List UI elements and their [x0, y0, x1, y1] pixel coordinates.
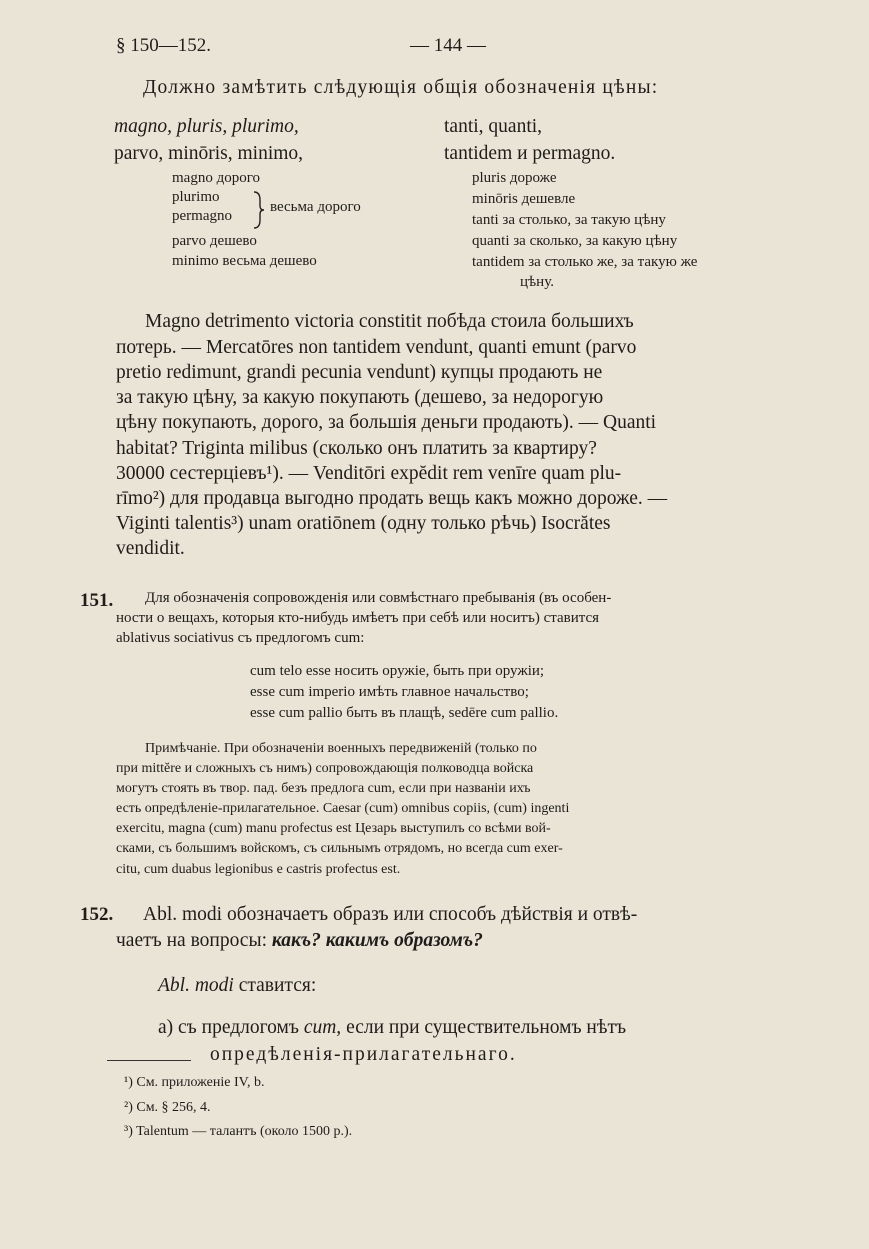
item-a-line-1	[158, 1017, 626, 1039]
section-152-line-2-text: чаетъ на вопросы:	[116, 930, 272, 951]
price-words-left-2: parvo, minōris, minimo,	[114, 143, 304, 164]
section-151-note-4: есть опредѣленіе-прилагательное. Caesar (cum) omnibus copiis, (cum) ingenti	[116, 801, 570, 816]
section-152-line-2	[116, 930, 483, 952]
glossary-left-3: permagno	[172, 208, 232, 224]
section-151-line-3: ablativus sociativus съ предлогомъ cum:	[116, 630, 365, 646]
glossary-right-1: pluris дороже	[472, 170, 557, 186]
example-line-7: 30000 сестерціевъ¹). — Venditōri expĕdit rem venīre quam plu-	[116, 463, 622, 484]
glossary-right-3: tanti за столько, за такую цѣну	[472, 212, 666, 228]
glossary-right-5: tantidem за столько же, за такую же	[472, 254, 698, 270]
example-line-4: за такую цѣну, за какую покупають (дешево, за недорогую	[116, 387, 604, 408]
item-a-cum: cum,	[303, 1017, 342, 1038]
abl-modi-rest: ставится:	[233, 975, 317, 996]
glossary-right-2: minōris дешевле	[472, 191, 576, 207]
footnote-3: ³) Talentum — талантъ (около 1500 р.).	[124, 1124, 353, 1139]
example-line-10: vendidit.	[116, 538, 185, 559]
section-152-number: 152.	[80, 904, 114, 925]
example-line-6: habitat? Triginta milibus (сколько онъ платить за квартиру?	[116, 438, 597, 459]
item-a-rest: если при существительномъ нѣтъ	[341, 1017, 627, 1038]
glossary-left-2: plurimo	[172, 189, 220, 205]
curly-brace-icon	[252, 190, 266, 230]
section-152-line-1: Abl. modi обозначаетъ образъ или способъ дѣйствія и отвѣ-	[143, 904, 638, 925]
price-words-right-1: tanti, quanti,	[444, 116, 543, 137]
example-line-2: потерь. — Mercatōres non tantidem vendunt, quanti emunt (parvo	[116, 337, 637, 358]
section-151-note-2: при mittĕre и сложныхъ съ нимъ) сопровождающія полководца войска	[116, 761, 534, 776]
price-words-right-2: tantidem и permagno.	[444, 143, 616, 164]
glossary-right-4: quanti за сколько, за какую цѣну	[472, 233, 678, 249]
example-line-5: цѣну покупають, дорого, за большія деньги продають). — Quanti	[116, 412, 657, 433]
glossary-left-1: magno дорого	[172, 170, 260, 186]
footnote-rule	[107, 1060, 191, 1061]
section-152-question: какъ? какимъ образомъ?	[271, 930, 483, 951]
example-line-1: Magno detrimento victoria constitit побѣда стоила большихъ	[145, 311, 634, 332]
section-151-note-1: Примѣчаніе. При обозначеніи военныхъ передвиженій (только по	[145, 741, 537, 756]
intro-text: Должно замѣтить слѣдующія общія обозначенія цѣны:	[143, 77, 659, 98]
item-a-prefix: а) съ предлогомъ	[158, 1017, 304, 1038]
page-number: — 144 —	[410, 35, 486, 56]
abl-modi-term: Abl. modi	[158, 975, 234, 996]
abl-modi-heading	[158, 975, 316, 997]
glossary-brace-label: весьма дорого	[270, 199, 361, 215]
section-151-example-1: cum telo esse носить оружіе, быть при оружіи;	[250, 663, 545, 679]
footnote-1: ¹) См. приложеніе IV, b.	[124, 1075, 265, 1090]
example-line-3: pretio redimunt, grandi pecunia vendunt) купцы продають не	[116, 362, 603, 383]
section-151-number: 151.	[80, 590, 114, 611]
section-151-note-3: могутъ стоять въ твор. пад. безъ предлога cum, если при названіи ихъ	[116, 781, 531, 796]
section-151-note-6: сками, съ большимъ войскомъ, съ сильнымъ отрядомъ, но всегда cum exer-	[116, 841, 563, 856]
section-151-example-3: esse cum pallio быть въ плащѣ, sedēre cum pallio.	[250, 705, 559, 721]
footnote-2: ²) См. § 256, 4.	[124, 1100, 211, 1115]
section-151-note-7: citu, cum duabus legionibus e castris profectus est.	[116, 862, 401, 877]
example-line-8: rīmo²) для продавца выгодно продать вещь какъ можно дороже. —	[116, 488, 668, 509]
section-151-line-1: Для обозначенія сопровожденія или совмѣстнаго пребыванія (въ особен-	[145, 590, 612, 606]
section-range: § 150—152.	[116, 35, 211, 56]
item-a-line-2: опредѣленія-прилагательнаго.	[210, 1044, 517, 1065]
section-151-line-2: ности о вещахъ, которыя кто-нибудь имѣетъ при себѣ или носитъ) ставится	[116, 610, 600, 626]
section-151-note-5: exercitu, magna (cum) manu profectus est Цезарь выступилъ со всѣми вой-	[116, 821, 551, 836]
example-line-9: Viginti talentis³) unam oratiōnem (одну только рѣчь) Isocrătes	[116, 513, 611, 534]
price-words-left-1-text: magno, pluris, plurimo,	[114, 116, 299, 137]
glossary-left-4: parvo дешево	[172, 233, 257, 249]
glossary-right-6: цѣну.	[520, 274, 554, 290]
section-151-example-2: esse cum imperio имѣть главное начальство;	[250, 684, 529, 700]
glossary-left-5: minimo весьма дешево	[172, 253, 317, 269]
price-words-left-1	[114, 116, 299, 138]
